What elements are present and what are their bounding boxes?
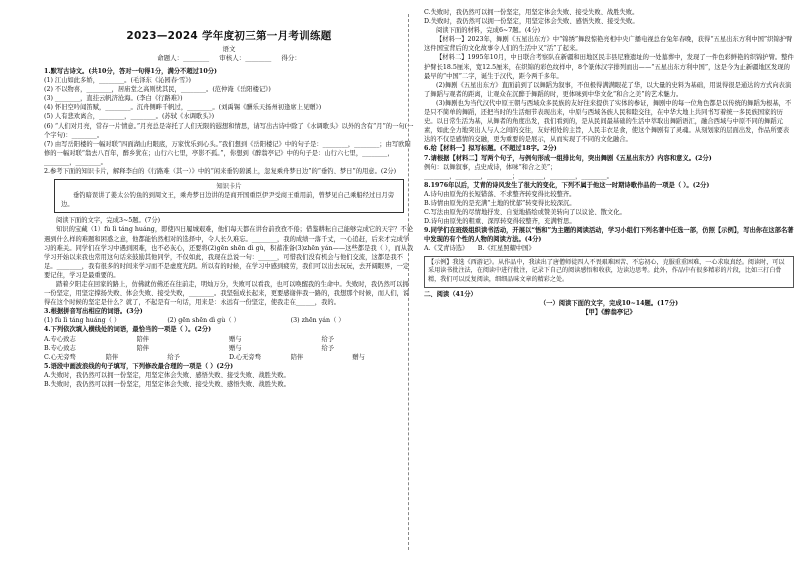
q3-item-1: (1) fù lì táng huáng（ ） <box>44 317 121 325</box>
q2-question: 2.参考下面的知识卡片，解释李白的《行路难（其一）》中的“闲来垂钓碧溪上，忽复乘舟梦日边”的“垂钓、梦日”的用意。(2分) <box>44 168 397 176</box>
q1-line-2: (2) 不以物喜，________，居庙堂之高则忧其民，________。(范仲淹《岳阳楼记》) <box>44 86 271 94</box>
material-1: 【材料一】2023年，舞剧《五星出东方》中“锦绣”舞段惊艳亮相中央广播电视总台兔年春晚，获得“五星出东方利中国”织锦护臂这件国宝背后的文化故事令人们的生活中又“活”了起来。 <box>424 36 793 53</box>
knowledge-card <box>54 179 404 213</box>
q4-a-2: 陪伴 <box>136 335 150 343</box>
page-title: 2023—2024 学年度初三第一月考训练题 <box>126 30 332 42</box>
material-2: 【材料二】1995年10月，中日联合考察队在新疆和田地区民丰县尼雅遗址的一处墓葬中，发现了一件色彩鲜艳的织锦护臂。整件护臂长18.5厘米，宽12.5厘米，在织锦的彩色纹样中，8个篆体汉字排列而出——“五星出东方利中国”，这是今为止新疆地区发现的最早的“中国”二字，诞生于汉代，距今两千多年。 <box>424 54 794 80</box>
q5-question: 5.语段中画波浪线的句子填写，下列修改最合理的一项是（ ）(2分) <box>44 362 234 370</box>
q8-option-a: A.诗句由原先的长短错落、不求整齐转变得比较整齐。 <box>424 190 576 198</box>
q6-heading: 阅读下面的材料，完成6~7题。(4分) <box>436 27 541 35</box>
q6-question: 6.给【材料一】拟写标题。(不超过18字。2分) <box>424 145 557 153</box>
q4-a-1: A.专心致志 <box>44 335 76 343</box>
q4-b-3: 赠与 <box>229 344 242 352</box>
q4-c-1: C.心无旁骛 <box>44 353 76 361</box>
reading-para-2: 踏着夕阳走在回家的路上，仿佛就仿佛还在往前走，明灿万分，失败可以看我，也可以唤醒我的生命中。失败时，我仍然可以拥一份坚定，用坚定撑扬失败、体会失败、接受失败，________。我坚强成长起来，更要感谢伴我一路的，我想那个时候，而人们，说得在这个时候的坚定是什么？就了，不起是有一句话，用来是：永远有一份坚定，使我走在______，我的。 <box>44 280 410 307</box>
q8-option-b: B.诗情由原先的是充满“土地的忧郁”转变得比较深沉。 <box>424 199 576 207</box>
q4-a-3: 赠与 <box>229 335 242 343</box>
reading-heading: 阅读下面的文字，完成3~5题。(7分) <box>56 217 161 225</box>
section-2-heading: 二、阅读（41分） <box>424 291 477 299</box>
q5-option-a: A.失败时，我仍然可以拥一份坚定，用坚定体会失败、感悟失败、接受失败、战胜失败。 <box>44 371 290 379</box>
q4-b-1: B.专心致志 <box>44 344 76 352</box>
q5-option-d: D.失败时，我仍然可以拥一份坚定，用坚定体会失败、感悟失败、接受失败。 <box>424 18 639 26</box>
q8-option-d: D.诗句由原先的粗重、深厚转变得较整齐，充满哲思。 <box>424 218 576 226</box>
q9-books: A.《艾青诗选》 B.《红星照耀中国》 <box>424 245 535 253</box>
example-box: 【示例】我选《西游记》。从作品中，我读出了唐僧师徒四人不畏艰难困苦、不忘初心，克服重重困难，一心求取真经。阅读时，可以采用读书批注法，在阅读中进行批注，记录下自己的阅读感悟和收获，边读边思考。此外，作品中有很多精彩的片段，比如三打白骨精，我们可以反复阅读，细细品味文章的精彩之处。 <box>424 256 794 289</box>
reviewer-field: 审核人：________ <box>219 54 272 62</box>
sub-section-heading: （一）阅读下面的文字，完成10~14题。(17分) <box>539 300 679 308</box>
q1-line-4: (4) 怀旧空吟闻笛赋，________。沉舟侧畔千帆过，________。(刘禹锡《酬乐天扬州初逢席上见赠》) <box>44 104 322 112</box>
q1-line-6: (6) “人们对月亮，常存一片情意。”月亮总是寄托了人们无限的遐想和情思，请写出古诗中除了《水调歌头》以外的含有“月”的一句(一个字句)：________。 <box>44 122 414 139</box>
q4-d-1: D.心无旁骛 <box>229 353 262 361</box>
meta-line <box>44 54 414 63</box>
subject-label: 语文 <box>222 45 236 53</box>
knowledge-card-text: 垂钓暗误讲了姜太公钓鱼的到周文王，乘舟梦日边讲的是商开国重臣伊尹受商王重用前，曾梦见自己乘船经过日月旁边。 <box>61 192 395 209</box>
left-column <box>44 8 414 389</box>
q4-d-2: 陪伴 <box>290 353 304 361</box>
q4-a-4: 给予 <box>321 335 335 343</box>
material-4: (3)舞剧也为当代汉代中原王朝与西域众多民族的友好往来提供了实体的参证，舞剧中的每一位角色都是以传统的舞蹈为根基，不是只不简单的舞蹈，还把当时的生活细节表现出来，中原与西域各族人民和睦交往，在中华大地上共同书写着统一多民族国家的历史。以日常生活为基，从舞者的角度出发，我们看到的，是从民间最基础的生活中萃取出舞蹈语汇，融合西域与中原不同的舞蹈元素，如此全力地突出人与人之间的交往，友好相处的主旨，人民丰衣足食，使这个舞剧有了灵魂。从刻划家的层面出发，作品所要表达的不仅是感情的交融，更为重要的是展示，从而实现了不同的文化融合。 <box>424 99 792 144</box>
q4-option-row-cd <box>44 353 414 362</box>
reading-para-1: 知识的宝藏（1）fù lì táng huáng，即使四日履城艰难，他们每天都在讲台前孜孜不倦；借鉴耕耘自己能够完成它的天宇？不论遇到什么样的难题和困惑之意，他都能怡然相对的选择中，令人长久难忘。________，我的成绩一落千丈，一心追赶，后来才完成学习的难关。同学们在学习中遇到困难，也不必灰心，还要将(2)gēn shēn dì gù，积蓄准备(3)zhēn yán——这些都是我（ ），而从我学习开始以来我也常用这句话来鼓励其他同学，不仅如此，我现在总说一句：______，可惜我们没有机会与他们交流，这都是我不足。________，我有很多的时间来学习而不是虚度光阴。所以有的时候，在学习中感到疲劳，我们可以出去玩玩，去开阔眼界，一定要记住，学习是最重要的。 <box>44 226 414 279</box>
q3-item-3: (3) zhēn yán（ ） <box>290 317 345 325</box>
q5-option-b: B.失败时，我仍然可以拥一份坚定，用坚定体会失败、接受失败、感悟失败、战胜失败。 <box>44 381 290 388</box>
q1-line-1: (1) 江山如此多娇，________。(毛泽东《沁园春·雪》) <box>44 77 191 85</box>
q1-line-3: (3) ________，直挂云帆济沧海。(李白《行路难》) <box>44 95 183 103</box>
knowledge-card-title: 知识卡片 <box>216 183 242 191</box>
q4-b-2: 陪伴 <box>136 344 150 352</box>
q8-option-c: C.写法由原先的尽情地抒发、自觉地描绘或赞美转向了以议论、散文化。 <box>424 209 626 217</box>
material-3: (2)舞剧《五星出东方》直面前到了以舞蹈为叙事，不但极得满满眼花了华，以大量的史料为基础，用说得很是通达的方式向表演了舞蹈与观者的距离，让观众在沉醉于舞蹈的时，更体味到中华文化“和合之美”的艺术魅力。 <box>424 81 792 98</box>
column-divider <box>408 14 409 550</box>
q4-c-2: 陪伴 <box>105 353 119 361</box>
q4-option-row-a <box>44 335 414 344</box>
q7-example: 例句：以舞叙事，点史成诗，体味“和合之美”； <box>424 163 557 171</box>
q8-question: 8.1976年以后，艾青的诗风发生了很大的变化，下列不属于他这一时期诗歌作品的一项是（ ）。(2分) <box>424 181 710 189</box>
q3-question: 3.根据拼音写出相应的词语。(3分) <box>44 308 143 316</box>
q9-question: 9.同学们在班级组织读书活动，开展以“悟和”为主题的阅读活动，学习小组们下列名著中任选一部，仿照【示例】，写出你在这部名著中发现的有个性的人物的阅读方法。(4分) <box>424 227 794 244</box>
q4-question: 4.下列依次填入横线处的词语，最恰当的一项是（ ）。(2分) <box>44 326 212 334</box>
q4-c-3: 给予 <box>167 353 180 361</box>
q5-option-c: C.失败时，我仍然可以拥一份坚定，用坚定体会失败、接受失败、战胜失败。 <box>424 9 639 16</box>
text-title: 【甲】《醉翁亭记》 <box>582 309 636 317</box>
q4-option-row-b <box>44 344 414 353</box>
q1-line-7: (7) 由写岳阳楼的一幅对联“四面湖山归眼底，万家忧乐到心头。”我们想到《岳阳楼记》中的句子是：________，________；由写欧阳修的一幅对联“翁去八百年，醉乡犹在；山行六七里，亭影不孤。”，你想到《醉翁亭记》中的句子是：山行六七里，________，________，________。 <box>44 140 411 166</box>
q4-d-3: 赠与 <box>352 353 365 361</box>
author-field: 命题人：________ <box>157 54 210 62</box>
q1-line-5: (5) 人有悲欢离合，________，________。(苏轼《水调歌头》) <box>44 113 215 121</box>
q7-blank: ________，________，________；________，________，________。 <box>424 172 613 180</box>
q3-item-2: (2) gēn shēn dì gù（ ） <box>167 317 240 325</box>
q1-heading: 1.默写古诗文。(共10分，答对一句得1分，满分不超过10分) <box>44 68 217 75</box>
q3-items <box>44 316 414 325</box>
score-field: 得分： <box>281 54 301 62</box>
right-column <box>424 8 794 318</box>
q4-b-4: 给予 <box>321 344 335 352</box>
q7-question: 7.请根据【材料二】写两个句子，与例句形成一组排比句，突出舞剧《五星出东方》内容和意义。(2分) <box>424 154 712 162</box>
